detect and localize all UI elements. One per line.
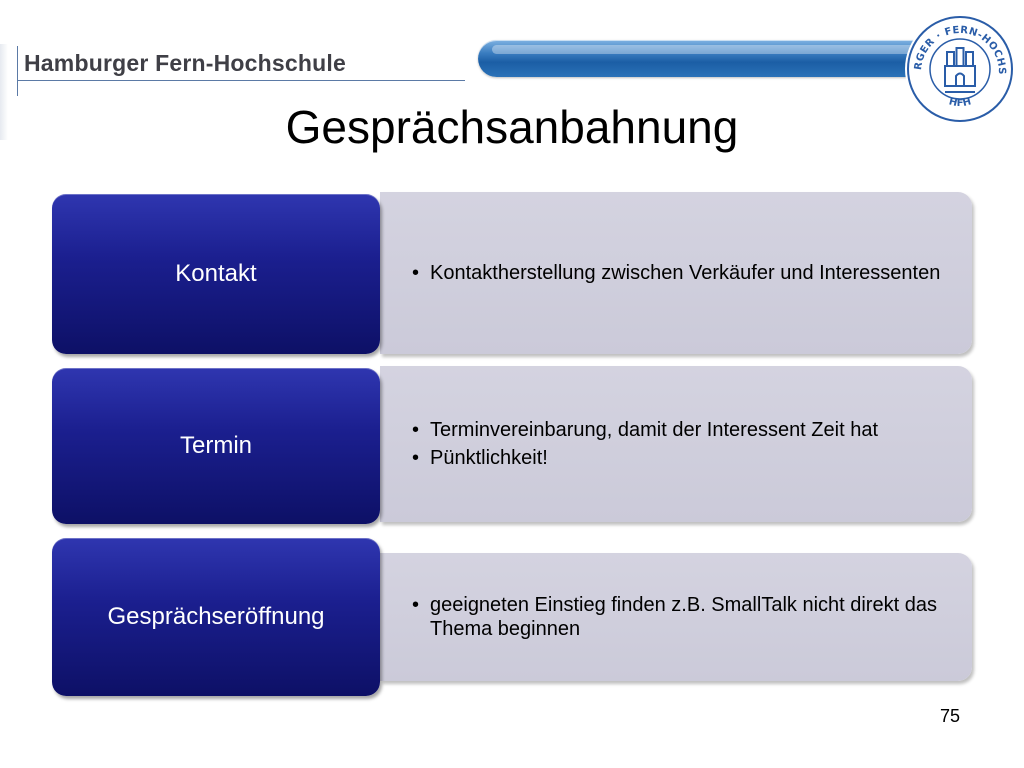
school-name: Hamburger Fern-Hochschule bbox=[24, 50, 346, 76]
slide-title: Gesprächsanbahnung bbox=[285, 101, 739, 153]
step-label: Gesprächseröffnung bbox=[52, 538, 380, 696]
bullet-item: • Pünktlichkeit! bbox=[430, 446, 878, 470]
step-label: Kontakt bbox=[52, 194, 380, 354]
step-content bbox=[380, 192, 972, 354]
step-row-kontakt bbox=[52, 192, 972, 356]
seal-text-top: RGER · FERN-HOCHS bbox=[912, 24, 1008, 76]
bullet-item: • Kontaktherstellung zwischen Verkäufer und Interessenten bbox=[430, 261, 940, 285]
page-number: 75 bbox=[939, 706, 961, 726]
bullet-item: • geeigneten Einstieg finden z.B. SmallTalk nicht direkt das Thema beginnen bbox=[430, 593, 952, 641]
step-row-gespraechseroeffnung bbox=[52, 538, 972, 698]
bullet-item: • Terminvereinbarung, damit der Interessent Zeit hat bbox=[430, 418, 878, 442]
header-horizontal-rule bbox=[17, 80, 465, 81]
step-row-termin bbox=[52, 366, 972, 526]
step-content bbox=[380, 366, 972, 522]
step-content bbox=[380, 553, 972, 681]
header-vertical-rule bbox=[17, 46, 18, 96]
seal-text-bottom: HFH bbox=[947, 96, 973, 110]
step-label: Termin bbox=[52, 368, 380, 524]
